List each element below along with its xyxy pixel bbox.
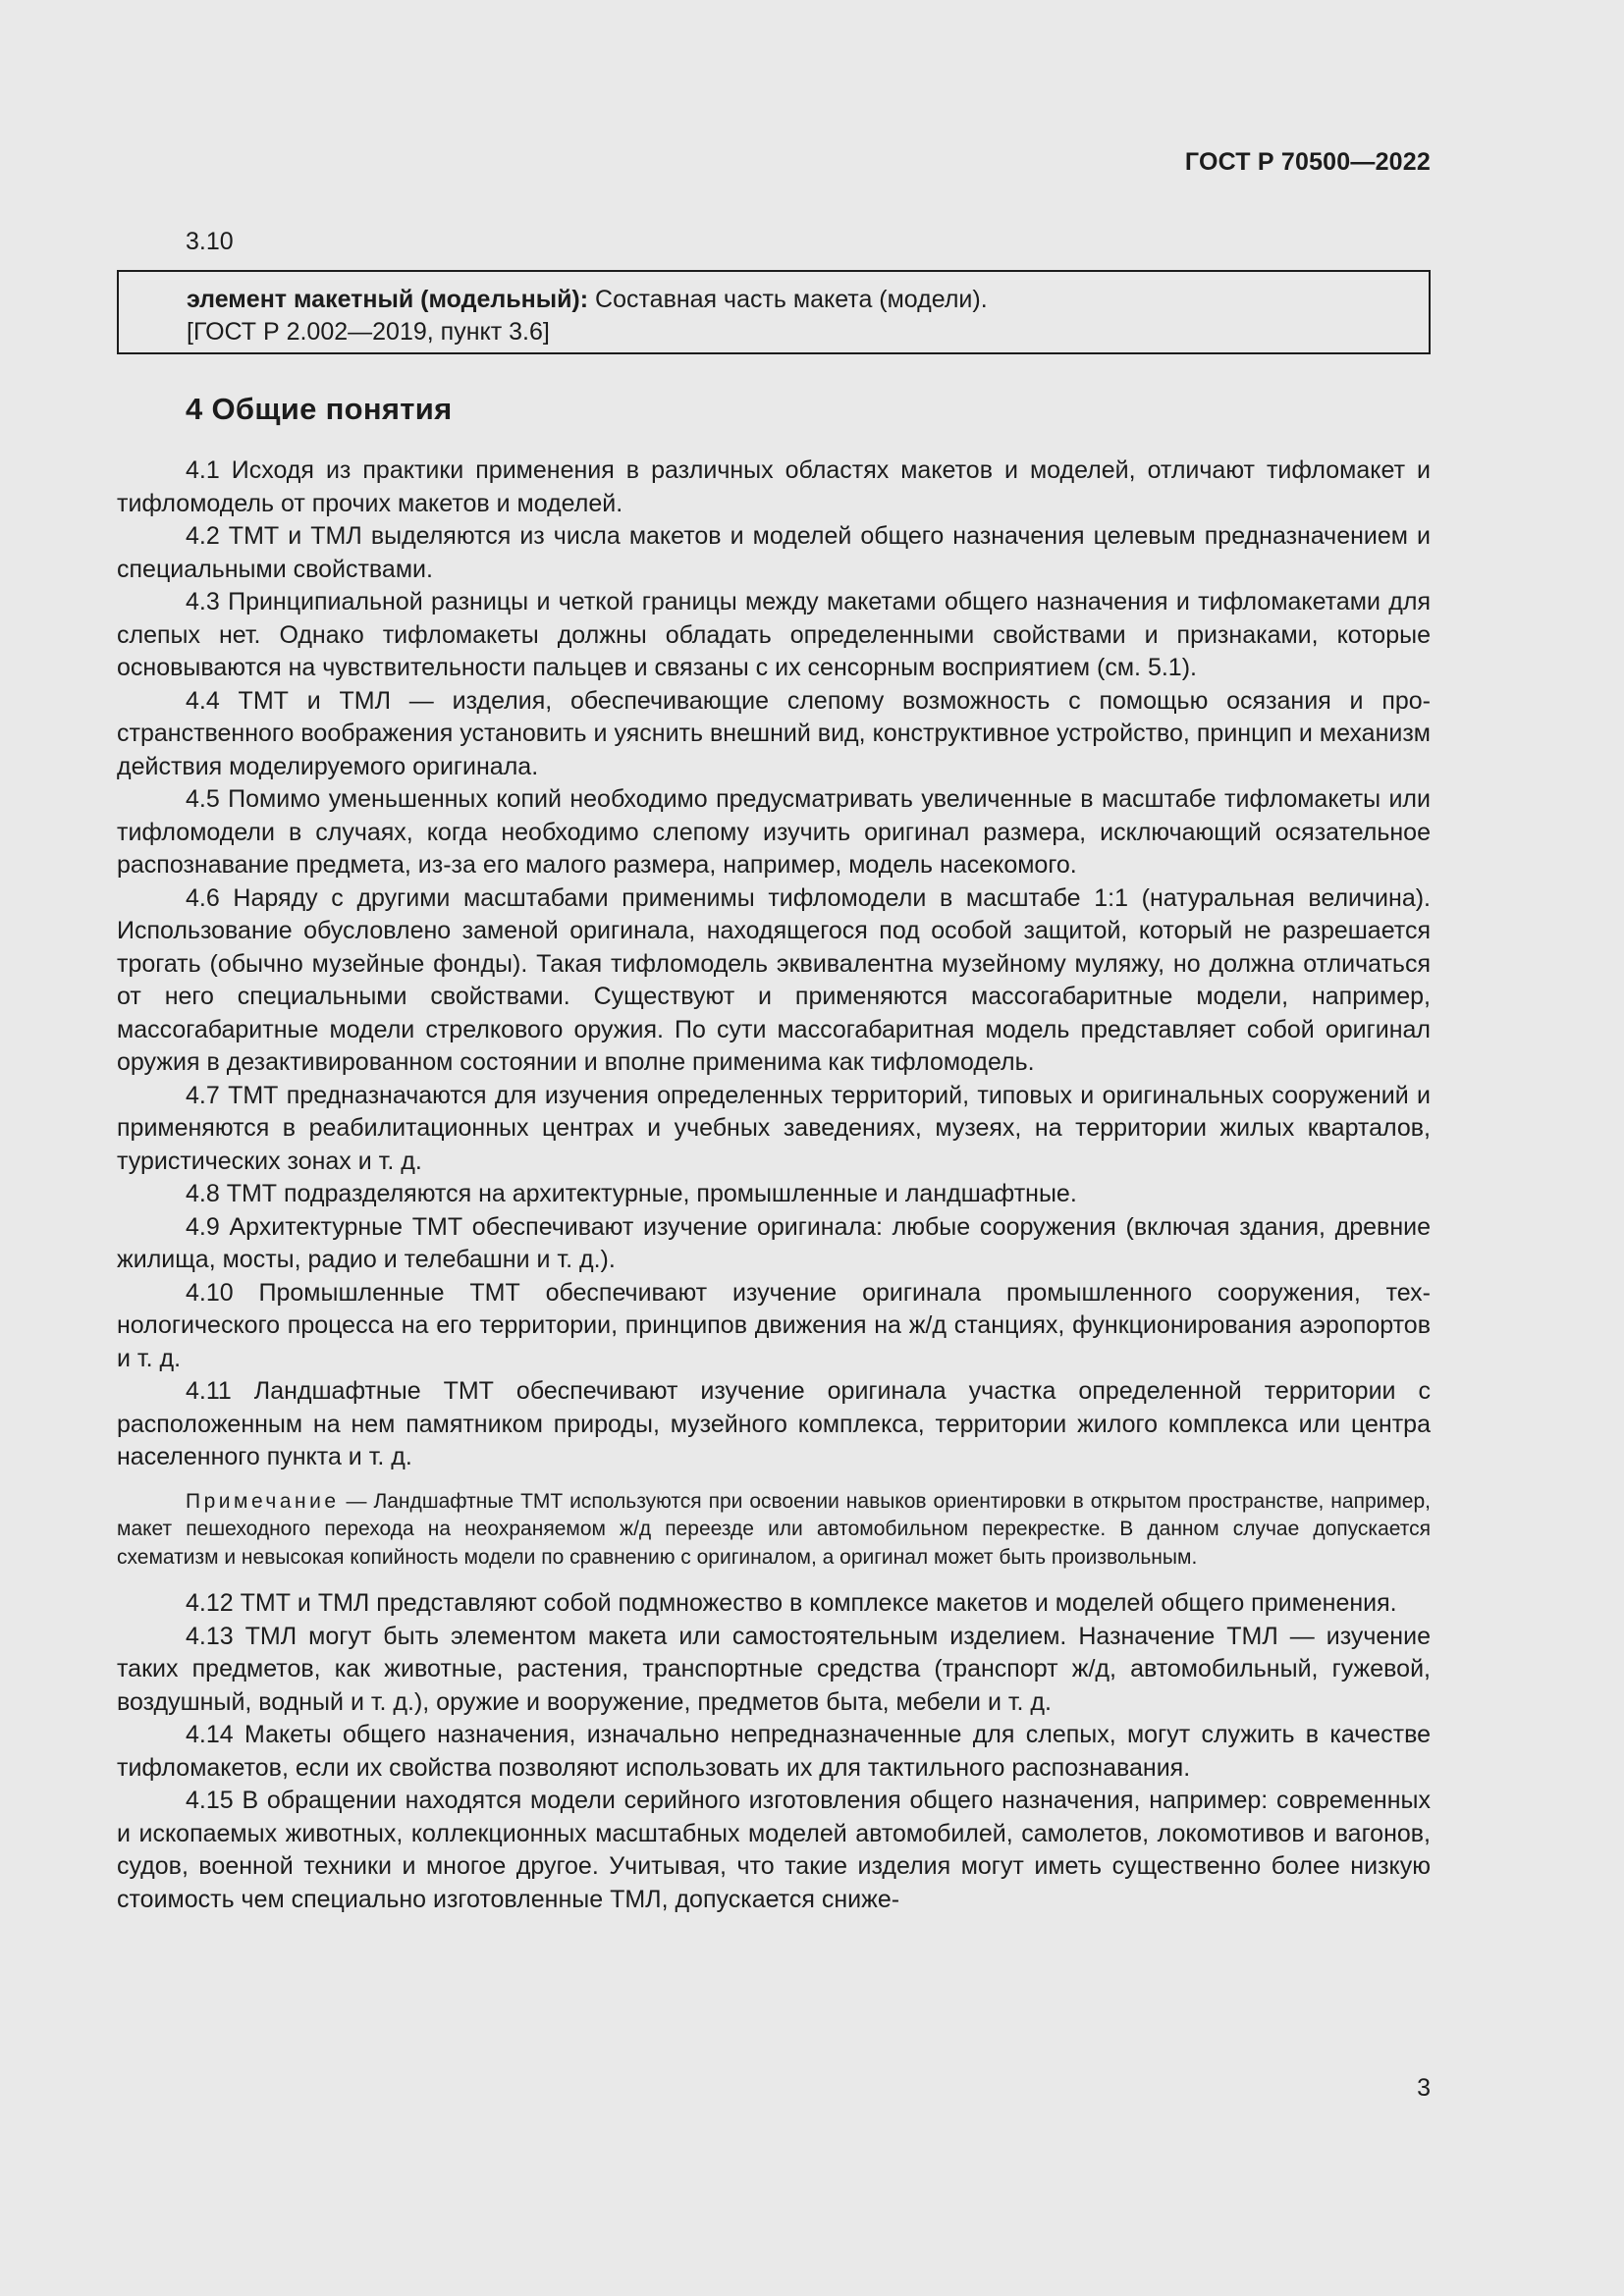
- paragraph-4-7: 4.7 ТМТ предназначаются для изучения определенных территорий, типовых и оригинальных сооружений и применяются в реабилитационных центрах и учебных заведениях, музеях, на территории жилых кварталов, туристических зонах и т. д.: [117, 1081, 1431, 1175]
- paragraph-4-12: 4.12 ТМТ и ТМЛ представляют собой подмножество в комплексе макетов и моделей общего применения.: [186, 1589, 1397, 1617]
- paragraph-4-10: 4.10 Промышленные ТМТ обеспечивают изучение оригинала промышленного сооружения, технологического процесса на его территории, принципов движения на ж/д станциях, функционирования аэропортов и т. д.: [117, 1278, 1431, 1372]
- section-body: [117, 454, 1431, 1916]
- paragraph-4-8: 4.8 ТМТ подразделяются на архитектурные, промышленные и ландшафтные.: [186, 1180, 1077, 1207]
- paragraph-4-13: 4.13 ТМЛ могут быть элементом макета или самостоятельным изделием. Назначение ТМЛ — изучение таких предметов, как животные, растения, транспортные средства (транспорт ж/д, автомобильный, гужевой, воздушный, водный и т. д.), оружие и вооружение, предметов быта, мебели и т. д.: [117, 1622, 1431, 1716]
- paragraph-4-9: 4.9 Архитектурные ТМТ обеспечивают изучение оригинала: любые сооружения (включая здания, древние жилища, мосты, радио и телебашни и т. д.).: [117, 1212, 1431, 1273]
- term-definition-box: [117, 270, 1431, 354]
- note-text: — Ландшафтные ТМТ используются при освоении навыков ориентировки в открытом пространстве, например, макет пешеходного перехода на неохраняемом ж/д переезде или автомобильном перекрестке. В данном случае допускается схематизм и невысокая копийность модели по сравнению с оригиналом, а оригинал может быть произвольным.: [117, 1489, 1431, 1569]
- page-number: 3: [1417, 2074, 1431, 2102]
- document-code-header: ГОСТ Р 70500—2022: [1184, 148, 1431, 176]
- term-definition: Составная часть макета (модели).: [588, 286, 988, 313]
- paragraph-4-11: 4.11 Ландшафтные ТМТ обеспечивают изучение оригинала участка определенной территории с расположенным на нем памятником природы, музейного комплекса, территории жилого комплекса или центра населенного пункта и т. д.: [117, 1377, 1431, 1470]
- paragraph-4-5: 4.5 Помимо уменьшенных копий необходимо предусматривать увеличенные в масштабе тифломакеты или тифломодели в случаях, когда необходимо слепому изучить оригинал размера, исключающий осязательное распознавание предмета, из-за его малого размера, например, модель насекомого.: [117, 785, 1431, 879]
- paragraph-4-2: 4.2 ТМТ и ТМЛ выделяются из числа макетов и моделей общего назначения целевым предназначением и специальными свойствами.: [117, 522, 1431, 583]
- term-name: элемент макетный (модельный):: [187, 286, 589, 313]
- paragraph-4-6: 4.6 Наряду с другими масштабами применимы тифломодели в масштабе 1:1 (натуральная величина). Использование обусловлено заменой оригинала, находящегося под особой защитой, который не разрешается трогать (обычно музейные фонды). Такая тифломодель эквивалентна музейному муляжу, но должна отличаться от него специальными свойствами. Существуют и применяются массогабаритные модели, например, массогабаритные модели стрелкового оружия. По сути массогабаритная модель представляет собой оригинал оружия в дезактивированном состоянии и вполне применима как тифломодель.: [117, 883, 1431, 1076]
- paragraph-4-4: 4.4 ТМТ и ТМЛ — изделия, обеспечивающие слепому возможность с помощью осязания и пространственного воображения установить и уяснить внешний вид, конструктивное устройство, принцип и механизм действия моделируемого оригинала.: [117, 686, 1431, 780]
- paragraph-4-1: 4.1 Исходя из практики применения в различных областях макетов и моделей, отличают тифломакет и тифломодель от прочих макетов и моделей.: [117, 456, 1431, 517]
- note: [117, 1488, 1431, 1573]
- term-definition-line: [187, 284, 1429, 316]
- term-number: 3.10: [186, 228, 234, 255]
- note-label: Примечание: [186, 1489, 340, 1513]
- term-reference: [ГОСТ Р 2.002—2019, пункт 3.6]: [187, 318, 550, 346]
- section-title: 4 Общие понятия: [186, 392, 453, 426]
- paragraph-4-3: 4.3 Принципиальной разницы и четкой границы между макетами общего назначения и тифломакетами для слепых нет. Однако тифломакеты должны обладать определенными свойствами и признаками, которые основываются на чувствительности пальцев и связаны с их сенсорным восприятием (см. 5.1).: [117, 588, 1431, 681]
- paragraph-4-14: 4.14 Макеты общего назначения, изначально непредназначенные для слепых, могут служить в качестве тифломакетов, если их свойства позволяют использовать их для тактильного распознавания.: [117, 1721, 1431, 1782]
- paragraph-4-15: 4.15 В обращении находятся модели серийного изготовления общего назначения, например: современных и ископаемых животных, коллекционных масштабных моделей автомобилей, самолетов, локомотивов и вагонов, судов, военной техники и многое другое. Учитывая, что такие изделия могут иметь существенно более низкую стоимость чем специально изготовленные ТМЛ, допускается сниже-: [117, 1787, 1431, 1913]
